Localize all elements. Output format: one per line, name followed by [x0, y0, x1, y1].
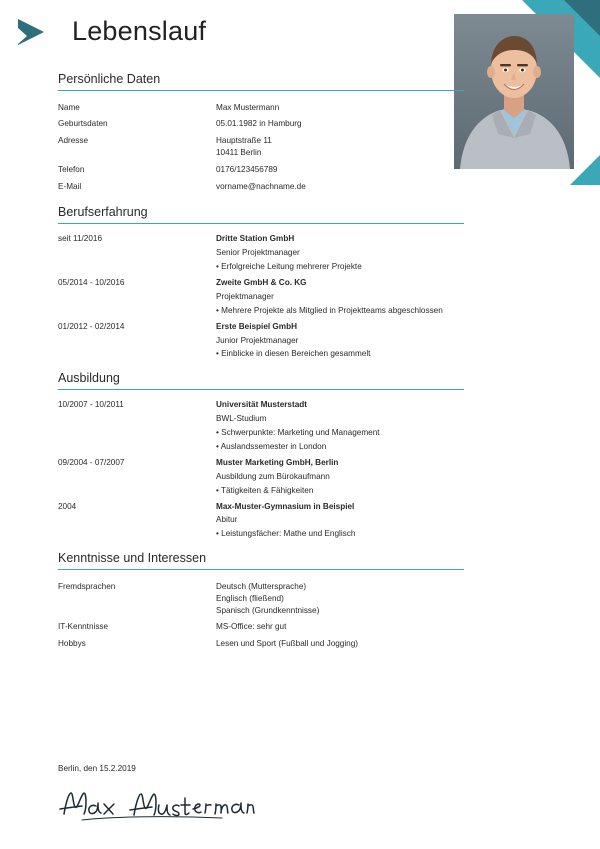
signature — [58, 782, 258, 826]
section-divider — [58, 223, 464, 224]
arrow-mark-icon — [18, 19, 58, 45]
spacer — [58, 305, 216, 317]
address-line-1: Hauptstraße 11 — [216, 136, 272, 146]
row-value — [216, 581, 464, 617]
spacer — [58, 485, 216, 497]
row-value: Lesen und Sport (Fußball und Jogging) — [216, 639, 359, 649]
experience-entry — [58, 276, 464, 318]
avatar — [454, 14, 574, 169]
entry-bullet-row — [58, 484, 464, 498]
page-title: Lebenslauf — [72, 16, 207, 46]
entry-institution: Muster Marketing GmbH, Berlin — [216, 457, 339, 467]
entry-bullet: • Tätigkeiten & Fähigkeiten — [216, 485, 314, 495]
entry-header-row — [58, 456, 464, 470]
education-entry — [58, 398, 464, 454]
entry-company: Zweite GmbH & Co. KG — [216, 278, 307, 288]
entry-bullet: • Einblicke in diesen Bereichen gesammelt — [216, 349, 371, 359]
entry-role-row — [58, 246, 464, 260]
data-row — [58, 116, 464, 133]
entry-bullet: • Mehrere Projekte als Mitglied in Projektteams abgeschlossen — [216, 305, 443, 315]
spacer — [58, 441, 216, 453]
entry-header-row — [58, 398, 464, 412]
entry-period: 09/2004 - 07/2007 — [58, 457, 125, 467]
row-label: Hobbys — [58, 639, 86, 649]
address-line-2: 10411 Berlin — [216, 148, 262, 158]
entry-bullet: • Schwerpunkte: Marketing und Management — [216, 428, 380, 438]
data-row — [58, 619, 464, 636]
section-title: Berufserfahrung — [58, 205, 148, 220]
entry-period: 01/2012 - 02/2014 — [58, 321, 125, 331]
data-row — [58, 578, 464, 619]
education-entry — [58, 500, 464, 542]
row-value — [216, 135, 464, 159]
row-label: Geburtsdaten — [58, 119, 108, 129]
row-value: 05.01.1982 in Hamburg — [216, 119, 302, 129]
row-value: 0176/123456789 — [216, 165, 278, 175]
language-line-2: Englisch (fließend) — [216, 593, 284, 603]
entry-role: Senior Projektmanager — [216, 248, 300, 258]
section-skills — [58, 551, 464, 652]
resume-content — [58, 62, 464, 655]
spacer — [58, 528, 216, 540]
row-value: Max Mustermann — [216, 102, 280, 112]
entry-company: Dritte Station GmbH — [216, 234, 295, 244]
section-education — [58, 371, 464, 541]
entry-role: Junior Projektmanager — [216, 335, 299, 345]
section-experience — [58, 205, 464, 361]
experience-entry — [58, 232, 464, 274]
spacer — [58, 413, 216, 425]
entry-program: Abitur — [216, 515, 238, 525]
entry-institution: Max-Muster-Gymnasium in Beispiel — [216, 501, 355, 511]
entry-program: BWL-Studium — [216, 414, 267, 424]
entry-bullet: • Erfolgreiche Leitung mehrerer Projekte — [216, 262, 362, 272]
row-value: vorname@nachname.de — [216, 181, 306, 191]
section-title: Ausbildung — [58, 371, 120, 386]
entry-role-row — [58, 513, 464, 527]
entry-role-row — [58, 334, 464, 348]
language-line-1: Deutsch (Muttersprache) — [216, 581, 307, 591]
entry-bullet-row — [58, 304, 464, 318]
entry-period: seit 11/2016 — [58, 234, 103, 244]
spacer — [58, 335, 216, 347]
row-label: Telefon — [58, 165, 85, 175]
data-row — [58, 99, 464, 116]
spacer — [58, 291, 216, 303]
experience-entry — [58, 320, 464, 362]
entry-bullet-row — [58, 260, 464, 274]
row-label: Fremdsprachen — [58, 581, 116, 591]
entry-bullet: • Auslandssemester in London — [216, 442, 327, 452]
entry-header-row — [58, 500, 464, 514]
entry-institution: Universität Musterstadt — [216, 400, 307, 410]
section-divider — [58, 569, 464, 570]
spacer — [58, 348, 216, 360]
row-value: MS-Office: sehr gut — [216, 622, 287, 632]
spacer — [58, 247, 216, 259]
spacer — [58, 471, 216, 483]
section-title: Persönliche Daten — [58, 72, 161, 86]
entry-bullet-row — [58, 347, 464, 361]
language-line-3: Spanisch (Grundkenntnisse) — [216, 605, 320, 615]
entry-program: Ausbildung zum Bürokaufmann — [216, 471, 330, 481]
data-row — [58, 162, 464, 179]
spacer — [58, 427, 216, 439]
data-row — [58, 178, 464, 195]
entry-bullet-row — [58, 527, 464, 541]
document-header — [18, 18, 206, 45]
row-label: Adresse — [58, 136, 89, 146]
entry-period: 2004 — [58, 501, 77, 511]
spacer — [58, 261, 216, 273]
section-title: Kenntnisse und Interessen — [58, 551, 207, 566]
entry-period: 10/2007 - 10/2011 — [58, 400, 124, 410]
row-label: IT-Kenntnisse — [58, 622, 109, 632]
data-row — [58, 636, 464, 653]
entry-header-row — [58, 320, 464, 334]
entry-bullet: • Leistungsfächer: Mathe und Englisch — [216, 529, 356, 539]
spacer — [58, 514, 216, 526]
entry-period: 05/2014 - 10/2016 — [58, 278, 125, 288]
row-label: Name — [58, 102, 80, 112]
entry-role-row — [58, 412, 464, 426]
entry-role-row — [58, 290, 464, 304]
section-personal-data — [58, 72, 464, 195]
data-row — [58, 133, 464, 162]
entry-bullet-row — [58, 426, 464, 440]
entry-role: Projektmanager — [216, 291, 274, 301]
education-entry — [58, 456, 464, 498]
photo-corner-accent-icon — [570, 155, 600, 185]
entry-bullet-row — [58, 440, 464, 454]
entry-header-row — [58, 276, 464, 290]
section-divider — [58, 389, 464, 390]
entry-header-row — [58, 232, 464, 246]
entry-company: Erste Beispiel GmbH — [216, 321, 297, 331]
section-divider — [58, 90, 464, 91]
entry-role-row — [58, 470, 464, 484]
row-label: E-Mail — [58, 181, 82, 191]
place-and-date: Berlin, den 15.2.2019 — [58, 764, 136, 773]
